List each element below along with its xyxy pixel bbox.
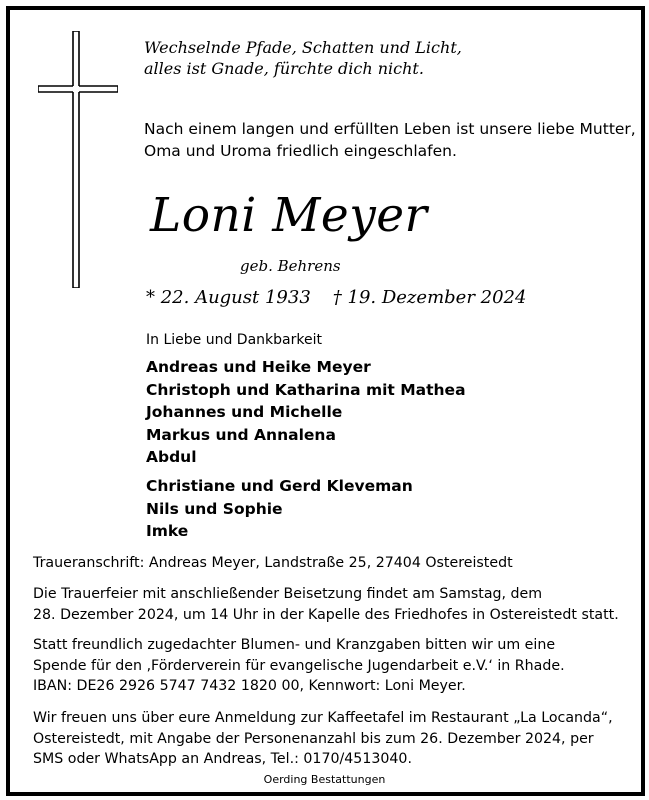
family-group-1 (146, 356, 466, 469)
intro-text (144, 118, 636, 162)
intro-line: Nach einem langen und erfüllten Leben ist unsere liebe Mutter, (144, 120, 636, 138)
ceremony-line: 28. Dezember 2024, um 14 Uhr in der Kapelle des Friedhofes in Ostereistedt statt. (33, 606, 619, 623)
family-member: Markus und Annalena (146, 425, 336, 444)
ceremony-line: Die Trauerfeier mit anschließender Beisetzung findet am Samstag, dem (33, 586, 543, 602)
intro-line: Oma und Uroma friedlich eingeschlafen. (144, 142, 457, 160)
address-paragraph (33, 553, 623, 574)
family-member: Nils und Sophie (146, 499, 283, 518)
reception-paragraph (33, 708, 623, 770)
reception-line: Wir freuen uns über eure Anmeldung zur Kaffeetafel im Restaurant „La Locanda“, (33, 710, 613, 726)
donation-line: Spende für den ‚Förderverein für evangelische Jugendarbeit e.V.‘ in Rhade. (33, 657, 565, 674)
ceremony-paragraph (33, 584, 623, 625)
verse-line: Wechselnde Pfade, Schatten und Licht, (144, 38, 462, 57)
undertaker-credit: Oerding Bestattungen (263, 773, 386, 786)
family-member: Abdul (146, 448, 197, 466)
birth-name: geb. Behrens (240, 257, 341, 275)
verse-line: alles ist Gnade, fürchte dich nicht. (144, 59, 424, 78)
verse (144, 37, 462, 79)
donation-line: IBAN: DE26 2926 5747 7432 1820 00, Kennwort: Loni Meyer. (33, 678, 466, 694)
family-member: Andreas und Heike Meyer (146, 358, 371, 376)
family-member: Christoph und Katharina mit Mathea (146, 380, 466, 399)
death-date: † 19. Dezember 2024 (332, 287, 527, 308)
family-member: Johannes und Michelle (146, 403, 343, 421)
birth-date: * 22. August 1933 (146, 287, 311, 308)
donation-paragraph (33, 635, 623, 697)
family-group-2 (146, 475, 413, 543)
donation-line: Statt freundlich zugedachter Blumen- und Kranzgaben bitten wir um eine (33, 637, 556, 653)
family-member: Imke (146, 522, 189, 540)
thanks-line: In Liebe und Dankbarkeit (146, 332, 322, 348)
life-dates (146, 285, 526, 311)
deceased-name: Loni Meyer (150, 188, 428, 243)
cross-icon (38, 31, 118, 288)
reception-line: SMS oder WhatsApp an Andreas, Tel.: 0170/4513040. (33, 751, 412, 767)
address-line: Traueranschrift: Andreas Meyer, Landstraße 25, 27404 Ostereistedt (33, 555, 513, 571)
family-member: Christiane und Gerd Kleveman (146, 477, 413, 495)
reception-line: Ostereistedt, mit Angabe der Personenanzahl bis zum 26. Dezember 2024, per (33, 730, 594, 747)
